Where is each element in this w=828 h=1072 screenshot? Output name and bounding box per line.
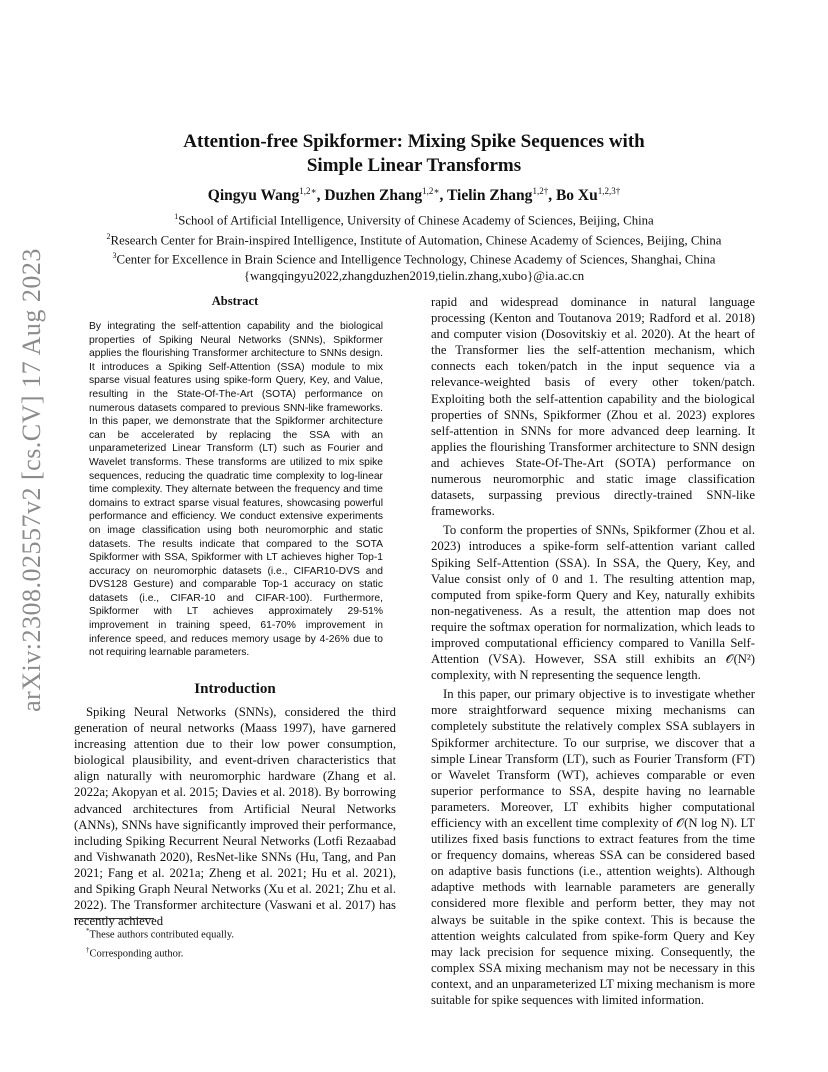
author-emails: {wangqingyu2022,zhangduzhen2019,tielin.zhang,xubo}@ia.ac.cn bbox=[243, 269, 585, 284]
author: Tielin Zhang$^{1,2\dagger}$, bbox=[447, 186, 556, 205]
author-list bbox=[74, 186, 754, 205]
footnote: †Corresponding author. bbox=[86, 945, 184, 959]
right-column bbox=[431, 294, 755, 1008]
body-paragraph: In this paper, our primary objective is to investigate whether more straightforward sequence mixing mechanisms can completely substitute the relatively complex SSA sublayers in Spikformer architecture. To our surprise, we discover that a simple Linear Transform (LT), such as Fourier Transform (FT) or Wavelet Transform (WT), achieves comparable or even superior performance to SSA, despite having no learnable parameters. Moreover, LT exhibits higher computational efficiency with an excellent time complexity of 𝒪(N log N). LT utilizes fixed basis functions to extract features from the time or frequency domains, whereas SSA can be considered based on adaptive basis functions (i.e., attention weights). Although adaptive methods with learnable parameters are generally considered more flexible and perform better, they may not always be suitable in the spike context. This is because the attention weights calculated from spike-form Query and Key may lack precision for sequence mixing. Consequently, the complex SSA mixing mechanism may not be necessary in this context, and an unparameterized LT mixing mechanism is more suitable for spike sequences with limited information. bbox=[431, 687, 755, 1008]
body-paragraph: To conform the properties of SNNs, Spikformer (Zhou et al. 2023) introduces a spike-form self-attention variant called Spiking Self-Attention (SSA). In SSA, the Query, Key, and Value consist only of 0 and 1. The resulting attention map, computed from spike-form Query and Key, naturally exhibits non-negativeness. As a result, the attention map does not require the softmax operation for normalization, which leads to improved computational efficiency compared to Vanilla Self-Attention (VSA). However, SSA still exhibits an 𝒪(N²) complexity, with N representing the sequence length. bbox=[431, 523, 755, 683]
affiliation: $^3$Center for Excellence in Brain Science and Intelligence Technology, Chinese Academy of Sciences, Shanghai, China bbox=[112, 251, 716, 267]
affiliation: $^1$School of Artificial Intelligence, University of Chinese Academy of Sciences, Beijing, China bbox=[174, 212, 654, 228]
author: Qingyu Wang$^{1,2∗}$, bbox=[207, 186, 325, 205]
author: Bo $Xu^{1,2,3\dagger}$ bbox=[555, 186, 621, 205]
footnote-rule bbox=[74, 918, 154, 919]
introduction-heading: Introduction bbox=[194, 681, 276, 697]
footnote: *These authors contributed equally. bbox=[86, 927, 235, 941]
affiliations bbox=[74, 209, 754, 284]
author: Duzhen Zhang$^{1,2∗}$, bbox=[324, 186, 447, 205]
footnotes bbox=[86, 924, 234, 961]
intro-left-column bbox=[74, 704, 396, 929]
paper-title: Attention-free Spikformer: Mixing Spike Sequences with Simple Linear Transforms bbox=[183, 131, 645, 176]
body-paragraph: rapid and widespread dominance in natural language processing (Kenton and Toutanova 2019; Radford et al. 2018) and computer vision (Dosovitskiy et al. 2020). At the heart of the Transformer lies the self-attention mechanism, which connects each token/patch in the input sequence via a relevance-weighted basis of every other token/patch. Exploiting both the self-attention capability and the biological properties of SNNs, Spikformer (Zhou et al. 2023) explores self-attention in SNNs for more advanced deep learning. It applies the flourishing Transformer architecture to SNN design and achieves State-Of-The-Art (SOTA) performance on numerous neuromorphic and static image classification datasets, surpassing previous directly-trained SNN-like frameworks. bbox=[431, 295, 755, 519]
abstract-text: By integrating the self-attention capability and the biological properties of Spiking Neural Networks (SNNs), Spikformer applies the flourishing Transformer architecture to SNNs design. It introduces a Spiking Self-Attention (SSA) module to mix sparse visual features using spike-form Query, Key, and Value, resulting in the State-Of-The-Art (SOTA) performance on numerous datasets compared to previous SNN-like frameworks. In this paper, we demonstrate that the Spikformer architecture can be accelerated by replacing the SSA with an unparameterized Linear Transform (LT) such as Fourier and Wavelet transforms. These transforms are utilized to mix spike sequences, reducing the quadratic time complexity to log-linear time complexity. They alternate between the frequency and time domains to extract sparse visual features, showcasing powerful performance and efficiency. We conduct extensive experiments on image classification using both neuromorphic and static datasets. The results indicate that compared to the SOTA Spikformer with SSA, Spikformer with LT achieves higher Top-1 accuracy on neuromorphic datasets (i.e., CIFAR10-DVS and DVS128 Gesture) and comparable Top-1 accuracy on static datasets (i.e., CIFAR-10 and CIFAR-100). Furthermore, Spikformer with LT achieves approximately 29-51% improvement in training speed, 61-70% improvement in inference speed, and reduces memory usage by 4-26% due to not requiring learnable parameters. bbox=[89, 321, 383, 659]
arxiv-sidebar-stamp: arXiv:2308.02557v2 [cs.CV] 17 Aug 2023 bbox=[17, 248, 46, 712]
affiliation: $^2$Research Center for Brain-inspired Intelligence, Institute of Automation, Chinese Academy of Sciences, Beijing, China bbox=[106, 231, 722, 247]
intro-paragraph: Spiking Neural Networks (SNNs), considered the third generation of neural networks (Maass 1997), have garnered increasing attention due to their low power consumption, biological plausibility, and event-driven characteristics that align naturally with neuromorphic hardware (Zhang et al. 2022a; Akopyan et al. 2015; Davies et al. 2018). By borrowing advanced architectures from Artificial Neural Networks (ANNs), SNNs have significantly improved their performance, including Spiking Recurrent Neural Networks (Lotfi Rezaabad and Vishwanath 2020), ResNet-like SNNs (Hu, Tang, and Pan 2021; Fang et al. 2021a; Zheng et al. 2021; Hu et al. 2021), and Spiking Graph Neural Networks (Xu et al. 2021; Zhu et al. 2022). The Transformer architecture (Vaswani et al. 2017) has recently achieved bbox=[74, 705, 396, 929]
abstract-heading: Abstract bbox=[211, 294, 259, 308]
